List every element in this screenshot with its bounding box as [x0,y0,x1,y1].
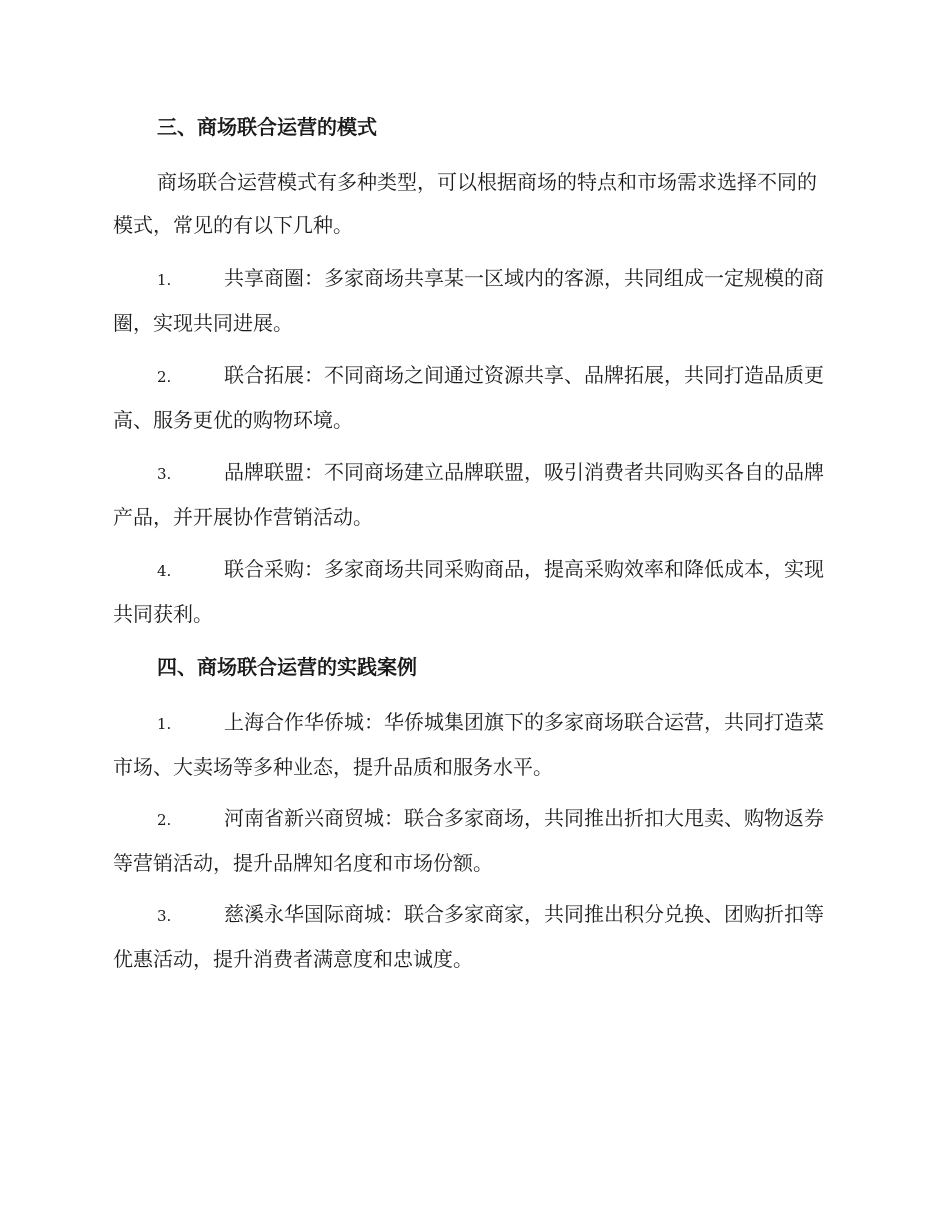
list-item-text: 联合采购：多家商场共同采购商品，提高采购效率和降低成本，实现共同获利。 [113,557,824,626]
list-item [113,893,833,981]
list-item-text: 河南省新兴商贸城：联合多家商场，共同推出折扣大甩卖、购物返券等营销活动，提升品牌知名度和市场份额。 [113,806,824,875]
list-item-number: 3. [157,465,172,483]
list-item [113,701,833,789]
list-item-number: 2. [157,368,172,386]
section-3-heading: 三、商场联合运营的模式 [157,115,377,139]
section-4-heading: 四、商场联合运营的实践案例 [157,655,417,679]
list-item-text: 共享商圈：多家商场共享某一区域内的客源，共同组成一定规模的商圈，实现共同进展。 [113,266,824,335]
list-item-number: 3. [157,907,172,925]
list-item [113,548,833,636]
list-item-text: 品牌联盟：不同商场建立品牌联盟，吸引消费者共同购买各自的品牌产品，并开展协作营销活动。 [113,460,824,529]
list-item [113,257,833,345]
list-item-text: 慈溪永华国际商城：联合多家商家，共同推出积分兑换、团购折扣等优惠活动，提升消费者满意度和忠诚度。 [113,902,824,971]
list-item [113,354,833,442]
list-item-number: 1. [157,715,172,733]
list-item-number: 2. [157,811,172,829]
list-item-number: 4. [157,562,172,580]
list-item-text: 联合拓展：不同商场之间通过资源共享、品牌拓展，共同打造品质更高、服务更优的购物环境。 [113,363,824,432]
list-item [113,451,833,539]
list-item-number: 1. [157,271,172,289]
list-item-text: 上海合作华侨城：华侨城集团旗下的多家商场联合运营，共同打造菜市场、大卖场等多种业态，提升品质和服务水平。 [113,710,824,779]
list-item [113,797,833,885]
section-3-intro: 商场联合运营模式有多种类型，可以根据商场的特点和市场需求选择不同的模式，常见的有以下几种。 [113,170,817,237]
